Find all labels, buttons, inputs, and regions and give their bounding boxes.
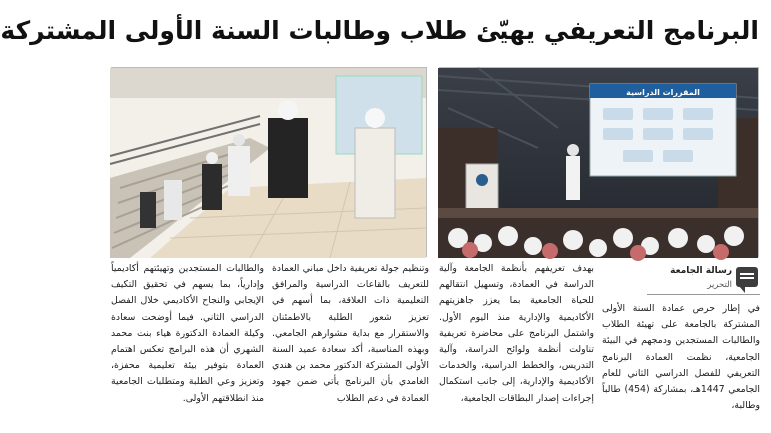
screen-title: المقررات الدراسية [626,88,700,97]
article-column-1 [602,301,760,433]
byline-divider [647,294,760,295]
article-column-2 [439,261,594,433]
campus-tour-photo [111,67,427,257]
byline-role: التحرير [707,280,732,290]
article-column-3 [272,261,429,433]
hall-presentation-photo [439,67,759,257]
article-headline: البرنامج التعريفي يهيّئ طلاب وطالبات السنة الأولى المشتركة [0,16,759,45]
article-byline [647,262,760,296]
speech-bubble-icon [736,267,758,287]
byline-source: رسالة الجامعة [670,266,732,276]
article-column-4 [111,261,264,433]
column-3-text: وتنظيم جولة تعريفية داخل مباني العمادة للتعريف بالقاعات الدراسية والمرافق التعليمية ذات العلاقة، بما أسهم في تعزيز شعور الطلبة بالاطمئنان والاستقرار مع بداية مشوارهم الجامعي. وبهذه المناسبة، أكد سعادة عميد السنة الأولى المشتركة الدكتور محمد بن هندي الغامدي بأن البرنامج يأتي ضمن جهود العمادة في دعم الطلاب [272,263,429,404]
column-2-text: بهدف تعريفهم بأنظمة الجامعة وآلية الدراسة في العمادة، وتسهيل انتقالهم للحياة الجامعية بما يعزز جاهزيتهم الأكاديمية والإدارية منذ اليوم الأول. واشتمل البرنامج على محاضرة تعريفية تناولت أنظمة ولوائح الدراسة، وآلية التدريس، والخطط الدراسية، والخدمات الأكاديمية والإدارية، إلى جانب استكمال إجراءات إصدار البطاقات الجامعية، [439,263,594,404]
hall-presentation-illustration [438,68,758,258]
campus-tour-illustration [110,68,426,258]
column-1-text: في إطار حرص عمادة السنة الأولى المشتركة بالجامعة على تهيئة الطلاب والطالبات المستجدين ودمجهم في البيئة الجامعية، نظمت العمادة البرنامج التعريفي للفصل الدراسي الثاني للعام الجامعي 1447هـ، بمشاركة (454) طالباً وطالبة، [602,303,760,412]
column-4-text: والطالبات المستجدين وتهيئتهم أكاديمياً وإدارياً، بما يسهم في تحقيق التكيف الإيجابي والنجاح الأكاديمي خلال الفصل الدراسي الثاني. فيما أوضحت سعادة وكيلة العمادة الدكتورة هياء بنت محمد الشهري أن هذه البرامج تعكس اهتمام العمادة بتوفير بيئة تعليمية محفزة، وتعزيز وعي الطلبة ومتطلبات الجامعية منذ انطلاقتهم الأولى. [111,263,264,404]
